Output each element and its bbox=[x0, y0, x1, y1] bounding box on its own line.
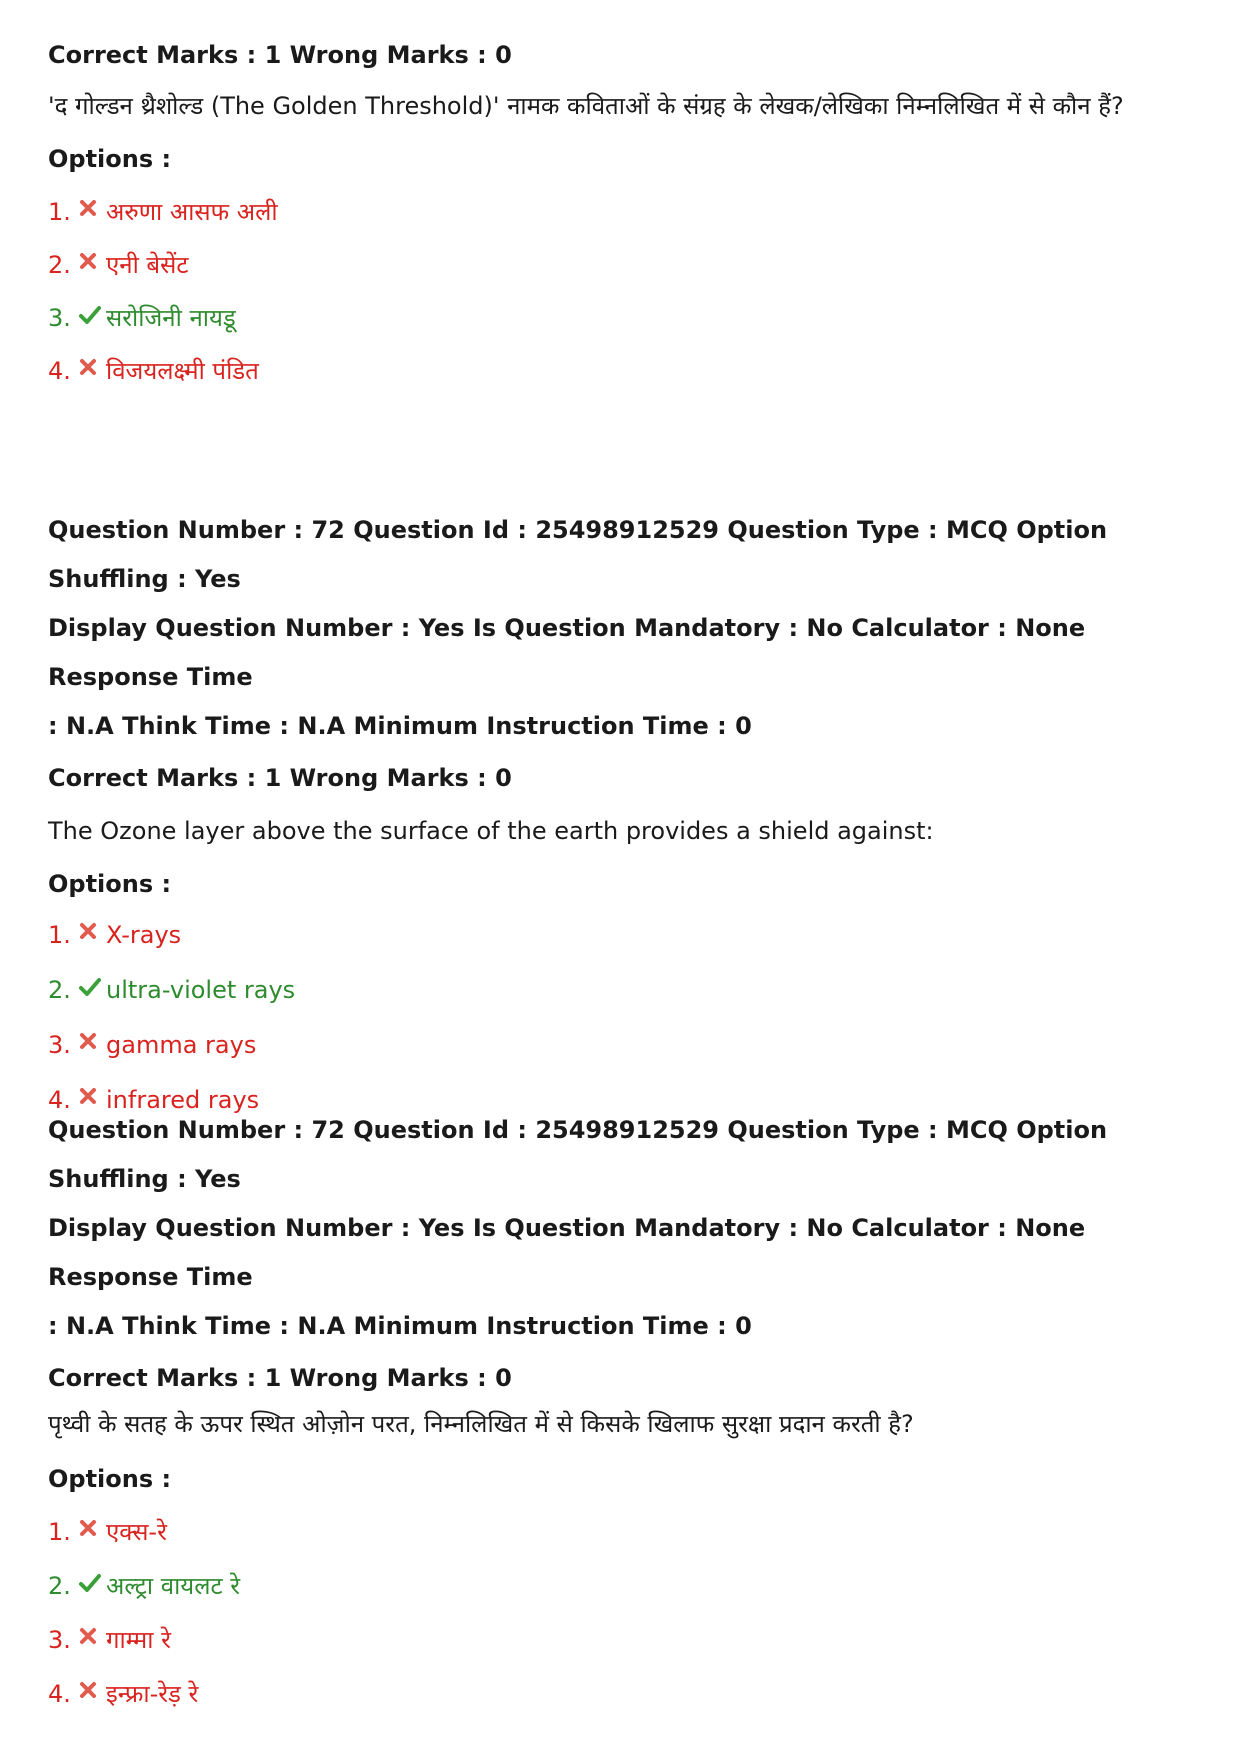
option-number: 3. bbox=[48, 1626, 71, 1654]
option-text: infrared rays bbox=[106, 1086, 260, 1114]
options-label: Options : bbox=[48, 870, 172, 898]
option-number: 4. bbox=[48, 1086, 71, 1114]
question-meta-line: : N.A Think Time : N.A Minimum Instruction Time : 0 bbox=[48, 1312, 752, 1340]
option-3 bbox=[48, 1624, 1198, 1656]
option-text: अरुणा आसफ अली bbox=[106, 198, 278, 226]
question-meta-line: Display Question Number : Yes Is Question Mandatory : No Calculator : None Response Time bbox=[48, 1214, 1086, 1291]
check-icon bbox=[78, 1574, 106, 1598]
options-label: Options : bbox=[48, 1465, 172, 1493]
question-meta-line: : N.A Think Time : N.A Minimum Instruction Time : 0 bbox=[48, 712, 752, 740]
option-3 bbox=[48, 1029, 1198, 1061]
option-1 bbox=[48, 919, 1198, 951]
question-meta-line: Question Number : 72 Question Id : 25498912529 Question Type : MCQ Option Shuffling : Yes bbox=[48, 1116, 1108, 1193]
option-text: गाम्मा रे bbox=[106, 1626, 171, 1654]
cross-icon bbox=[78, 1033, 106, 1057]
option-number: 1. bbox=[48, 198, 71, 226]
question-block-1 bbox=[48, 40, 1198, 387]
cross-icon bbox=[78, 253, 106, 277]
option-number: 2. bbox=[48, 976, 71, 1004]
option-text: विजयलक्ष्मी पंडित bbox=[106, 357, 259, 385]
cross-icon bbox=[78, 923, 106, 947]
option-number: 2. bbox=[48, 1572, 71, 1600]
cross-icon bbox=[78, 359, 106, 383]
question-block-2 bbox=[48, 506, 1198, 1116]
option-3 bbox=[48, 302, 1198, 334]
option-text: ultra-violet rays bbox=[106, 976, 296, 1004]
option-number: 3. bbox=[48, 304, 71, 332]
question-text: पृथ्वी के सतह के ऊपर स्थित ओज़ोन परत, निम्नलिखित में से किसके खिलाफ सुरक्षा प्रदान करती है? bbox=[48, 1410, 914, 1438]
option-text: सरोजिनी नायडू bbox=[106, 304, 236, 332]
option-number: 2. bbox=[48, 251, 71, 279]
marks-line: Correct Marks : 1 Wrong Marks : 0 bbox=[48, 1364, 512, 1392]
option-4 bbox=[48, 355, 1198, 387]
marks-line: Correct Marks : 1 Wrong Marks : 0 bbox=[48, 41, 512, 69]
option-text: gamma rays bbox=[106, 1031, 257, 1059]
option-2 bbox=[48, 1570, 1198, 1602]
check-icon bbox=[78, 978, 106, 1002]
option-number: 4. bbox=[48, 1680, 71, 1708]
marks-line: Correct Marks : 1 Wrong Marks : 0 bbox=[48, 764, 512, 792]
option-2 bbox=[48, 249, 1198, 281]
question-meta-line: Question Number : 72 Question Id : 25498912529 Question Type : MCQ Option Shuffling : Yes bbox=[48, 516, 1108, 593]
question-block-3 bbox=[48, 1106, 1198, 1710]
option-text: X-rays bbox=[106, 921, 182, 949]
option-4 bbox=[48, 1678, 1198, 1710]
cross-icon bbox=[78, 1628, 106, 1652]
option-1 bbox=[48, 1516, 1198, 1548]
question-text: 'द गोल्डन थ्रैशोल्ड (The Golden Threshold)' नामक कविताओं के संग्रह के लेखक/लेखिका निम्नलिखित में से कौन हैं? bbox=[48, 92, 1124, 120]
option-text: इन्फ्रा-रेड़ रे bbox=[106, 1680, 199, 1708]
check-icon bbox=[78, 306, 106, 330]
option-1 bbox=[48, 196, 1198, 228]
option-number: 1. bbox=[48, 921, 71, 949]
cross-icon bbox=[78, 1520, 106, 1544]
options-label: Options : bbox=[48, 145, 172, 173]
option-text: एक्स-रे bbox=[106, 1518, 167, 1546]
cross-icon bbox=[78, 1682, 106, 1706]
option-number: 3. bbox=[48, 1031, 71, 1059]
cross-icon bbox=[78, 200, 106, 224]
question-text: The Ozone layer above the surface of the earth provides a shield against: bbox=[48, 817, 934, 845]
option-text: अल्ट्रा वायलट रे bbox=[106, 1572, 241, 1600]
option-text: एनी बेसेंट bbox=[106, 251, 189, 279]
question-meta-line: Display Question Number : Yes Is Question Mandatory : No Calculator : None Response Time bbox=[48, 614, 1086, 691]
option-2 bbox=[48, 974, 1198, 1006]
option-number: 4. bbox=[48, 357, 71, 385]
option-number: 1. bbox=[48, 1518, 71, 1546]
